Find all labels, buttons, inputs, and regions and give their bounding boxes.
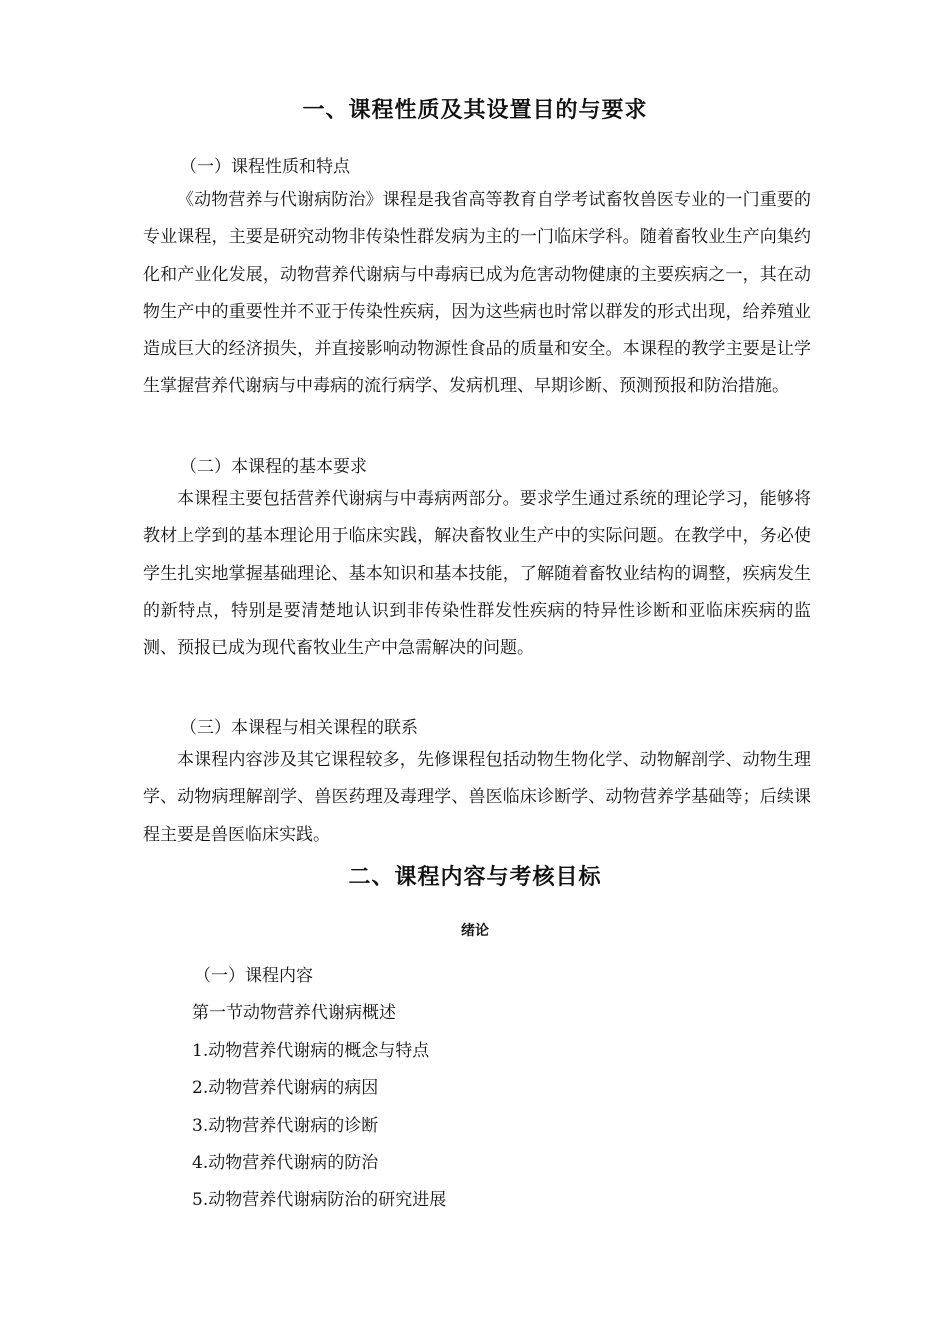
list-item: 4.动物营养代谢病的防治: [192, 1153, 379, 1173]
list-item: 3.动物营养代谢病的诊断: [192, 1116, 379, 1136]
content-heading: （一）课程内容: [194, 966, 313, 986]
paragraph-requirements: 本课程主要包括营养代谢病与中毒病两部分。要求学生通过系统的理论学习，能够将教材上学到的基本理论用于临床实践，解决畜牧业生产中的实际问题。在教学中，务必使学生扎实地掌握基础理论、基本知识和基本技能，了解随着畜牧业结构的调整，疾病发生的新特点，特别是要清楚地认识到非传染性群发性疾病的特异性诊断和亚临床疾病的监测、预报已成为现代畜牧业生产中急需解决的问题。: [143, 489, 811, 659]
paragraph-relations: 本课程内容涉及其它课程较多，先修课程包括动物生物化学、动物解剖学、动物生理学、动物病理解剖学、兽医药理及毒理学、兽医临床诊断学、动物营养学基础等；后续课程主要是兽医临床实践。: [143, 750, 811, 845]
subsection-heading-relations: （三）本课程与相关课程的联系: [180, 718, 418, 738]
paragraph-nature: 《动物营养与代谢病防治》课程是我省高等教育自学考试畜牧兽医专业的一门重要的专业课程，主要是研究动物非传染性群发病为主的一门临床学科。随着畜牧业生产向集约化和产业化发展，动物营养代谢病与中毒病已成为危害动物健康的主要疾病之一，其在动物生产中的重要性并不亚于传染性疾病，因为这些病也时常以群发的形式出现，给养殖业造成巨大的经济损失，并直接影响动物源性食品的质量和安全。本课程的教学主要是让学生掌握营养代谢病与中毒病的流行病学、发病机理、早期诊断、预测预报和防治措施。: [143, 190, 811, 397]
section-title-2: 二、课程内容与考核目标: [348, 865, 602, 890]
section-title-1: 一、课程性质及其设置目的与要求: [302, 98, 648, 123]
chapter-title: 绪论: [461, 923, 489, 939]
list-item: 2.动物营养代谢病的病因: [192, 1078, 379, 1098]
list-item: 5.动物营养代谢病防治的研究进展: [192, 1190, 447, 1210]
section-heading: 第一节动物营养代谢病概述: [192, 1003, 396, 1023]
subsection-heading-nature: （一）课程性质和特点: [180, 157, 350, 177]
subsection-heading-requirements: （二）本课程的基本要求: [180, 457, 367, 477]
list-item: 1.动物营养代谢病的概念与特点: [192, 1041, 430, 1061]
